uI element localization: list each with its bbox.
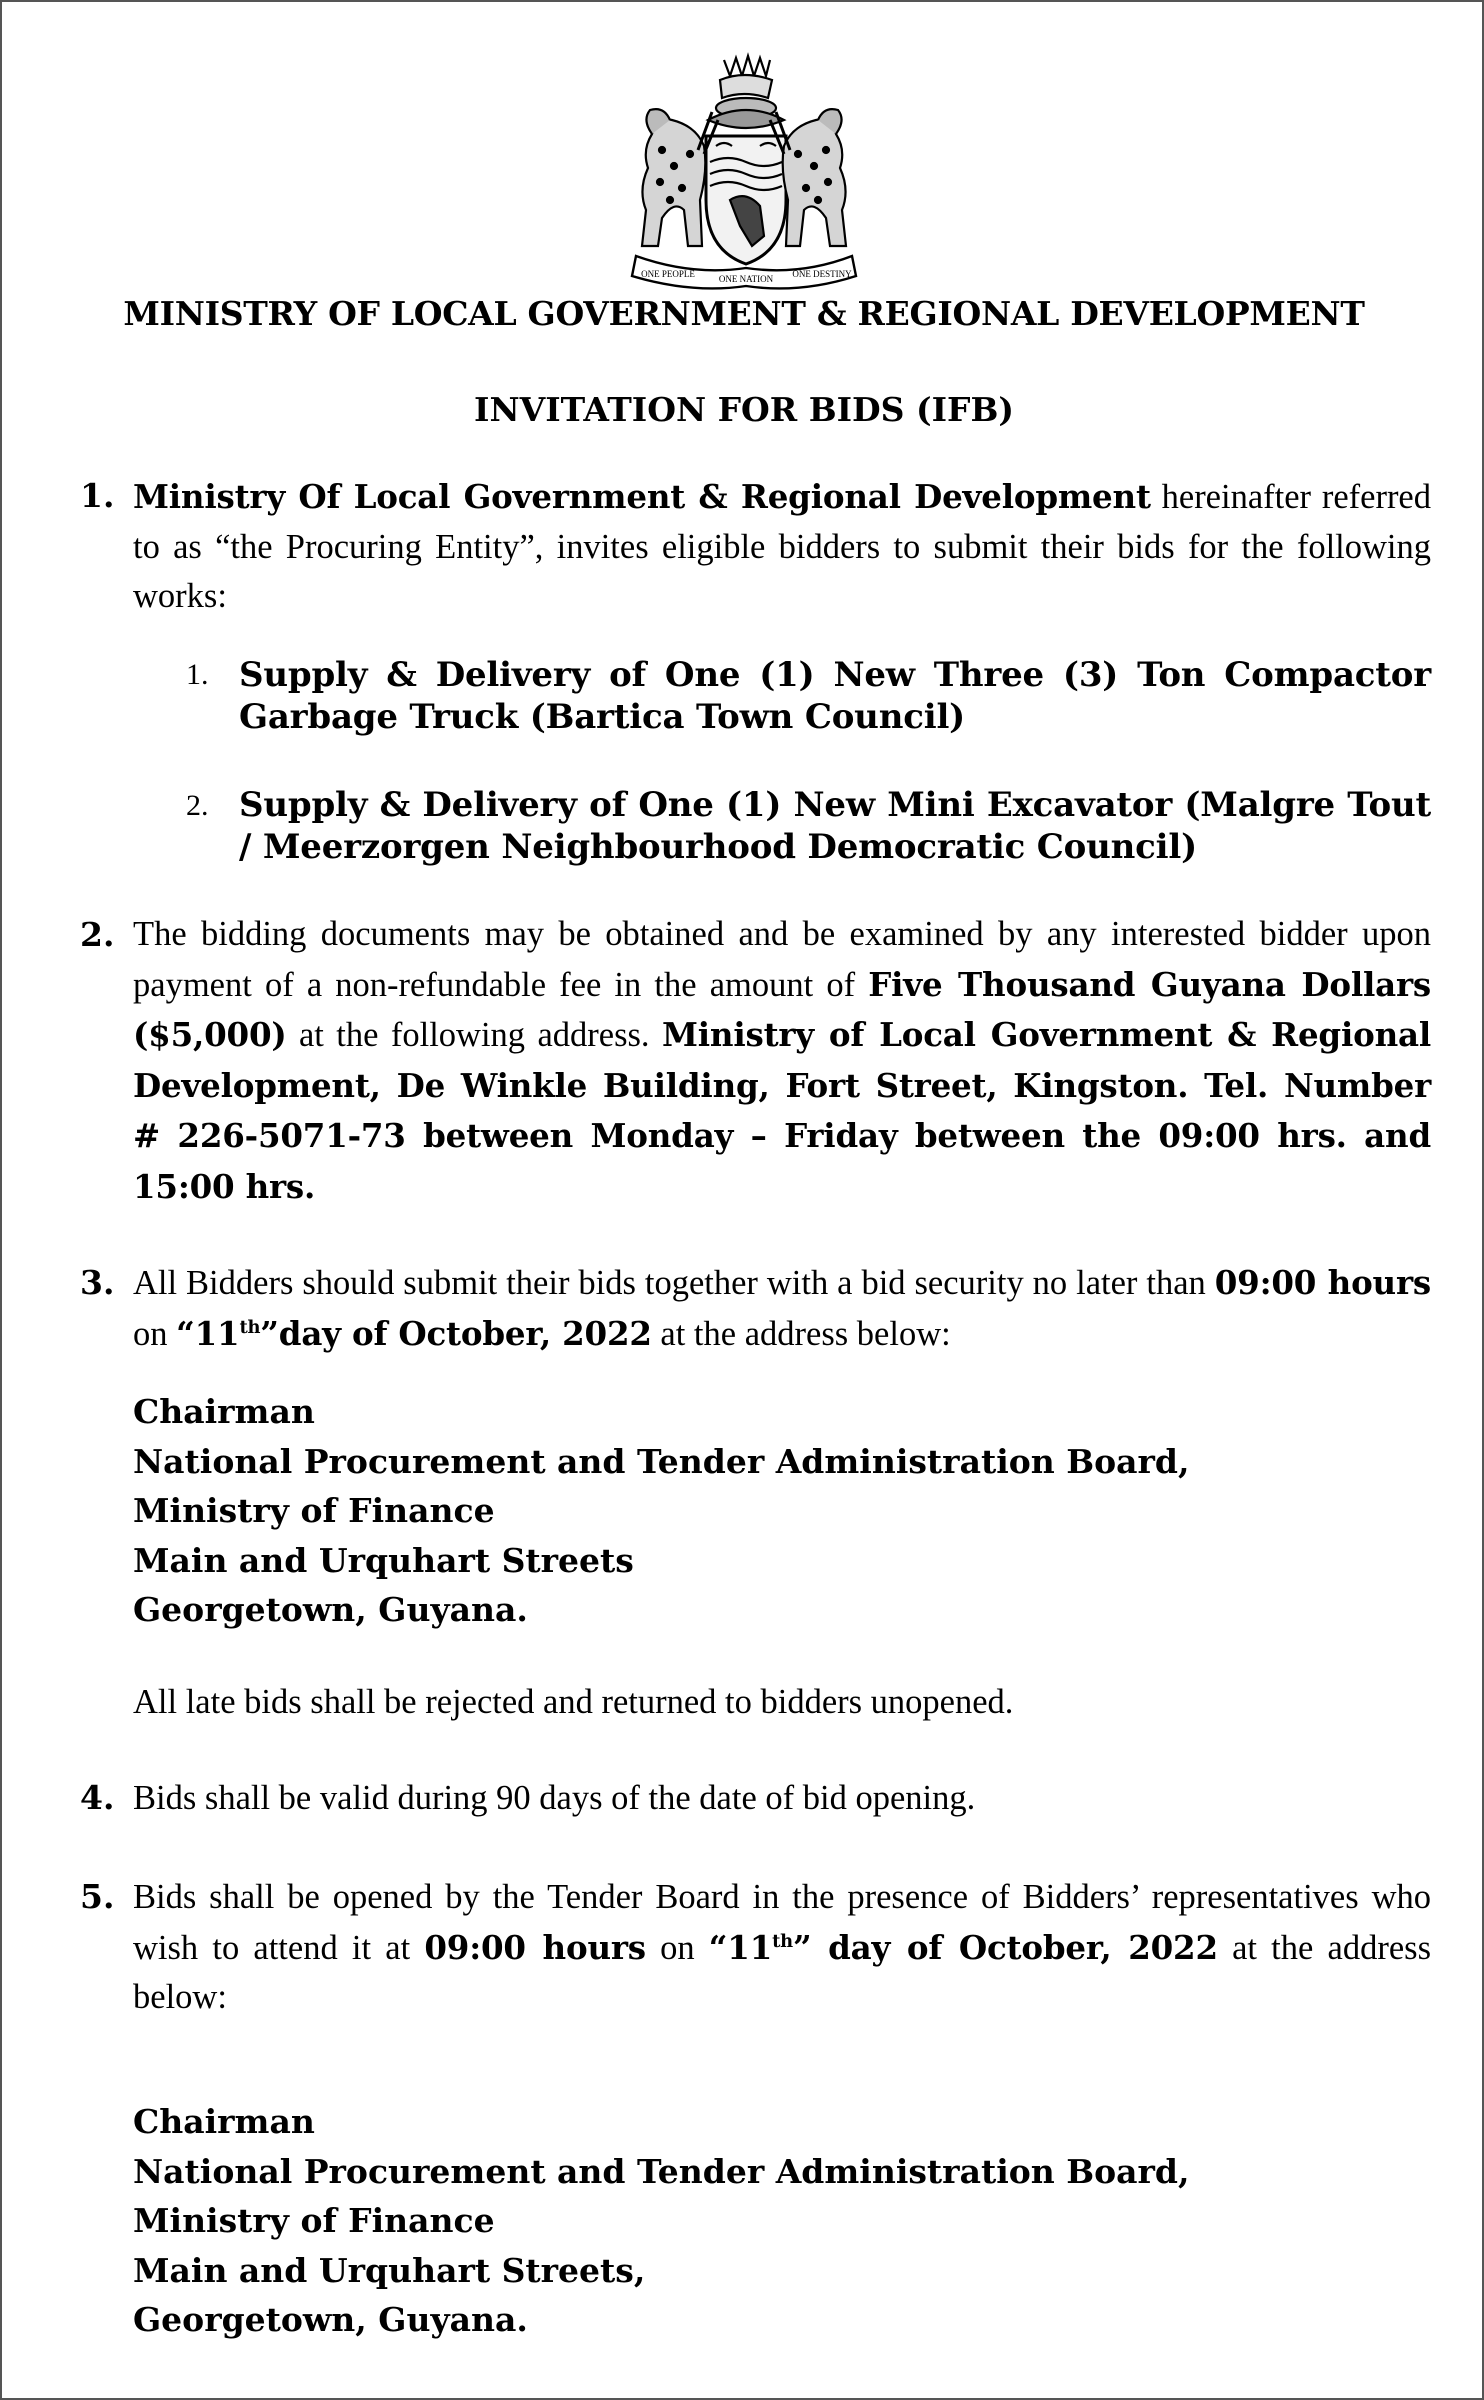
submission-date: “11th”day of October, 2022 bbox=[176, 1313, 652, 1353]
item-5-text-a: Bids shall be opened by the Tender Board in the presence of Bidders’ representatives who wish to attend it at bbox=[133, 1878, 1431, 1967]
work-2-text: Supply & Delivery of One (1) New Mini Excavator (Malgre Tout / Meerzorgen Neighbourhood Democratic Council) bbox=[239, 785, 1431, 867]
item-4-text: Bids shall be valid during 90 days of the date of bid opening. bbox=[133, 1779, 976, 1817]
opening-address bbox=[133, 2097, 1189, 2345]
item-2-number: 2. bbox=[80, 915, 115, 954]
address-line: Ministry of Finance bbox=[133, 1491, 495, 1530]
address-line: Georgetown, Guyana. bbox=[133, 1590, 528, 1629]
work-1-text: Supply & Delivery of One (1) New Three (3) Ton Compactor Garbage Truck (Bartica Town Council) bbox=[239, 655, 1431, 737]
address-line: Chairman bbox=[133, 1392, 315, 1431]
item-5-text-b: on bbox=[645, 1928, 709, 1967]
item-2-text-a: The bidding documents may be obtained and be examined by any interested bidder upon payment of a non-refundable fee in the amount of bbox=[133, 915, 1431, 1004]
work-2-number: 2. bbox=[186, 789, 209, 822]
item-5-paragraph bbox=[133, 1873, 1431, 2023]
late-bids-note: All late bids shall be rejected and returned to bidders unopened. bbox=[133, 1683, 1014, 1721]
motto-one-people: ONE PEOPLE bbox=[641, 269, 695, 279]
item-3-paragraph bbox=[133, 1258, 1431, 1359]
opening-time: 09:00 hours bbox=[424, 1927, 646, 1967]
opening-date: “11th” day of October, 2022 bbox=[708, 1927, 1218, 1967]
bid-document-fee: Five Thousand Guyana Dollars ($5,000) bbox=[133, 964, 1431, 1054]
item-3-text-b: on bbox=[133, 1314, 177, 1353]
procuring-entity-name: Ministry Of Local Government & Regional Development bbox=[133, 477, 1151, 516]
address-line: Main and Urquhart Streets bbox=[133, 1540, 634, 1580]
item-2-text-b: at the following address. bbox=[286, 1016, 662, 1054]
motto-one-destiny: ONE DESTINY bbox=[792, 269, 852, 279]
address-line: Chairman bbox=[133, 2102, 315, 2141]
item-5-number: 5. bbox=[80, 1877, 115, 1916]
item-1-paragraph bbox=[133, 472, 1431, 622]
item-3-number: 3. bbox=[80, 1263, 115, 1302]
submission-time: 09:00 hours bbox=[1214, 1263, 1432, 1302]
motto-one-nation: ONE NATION bbox=[718, 274, 774, 284]
work-1-number: 1. bbox=[186, 658, 209, 691]
address-line: Ministry of Finance bbox=[133, 2201, 495, 2240]
item-2-paragraph bbox=[133, 910, 1431, 1212]
address-line: Georgetown, Guyana. bbox=[133, 2300, 528, 2339]
item-5-text-c: at the address below: bbox=[133, 1928, 1431, 2016]
address-line: National Procurement and Tender Administration Board, bbox=[133, 1441, 1190, 1481]
ministry-heading: MINISTRY OF LOCAL GOVERNMENT & REGIONAL DEVELOPMENT bbox=[123, 294, 1365, 333]
item-1-number: 1. bbox=[80, 476, 115, 515]
document-title: INVITATION FOR BIDS (IFB) bbox=[474, 390, 1014, 429]
item-4-number: 4. bbox=[80, 1778, 115, 1817]
item-3-text-c: at the address below: bbox=[651, 1314, 951, 1353]
guyana-coat-of-arms-icon bbox=[612, 50, 876, 294]
ministry-address: Ministry of Local Government & Regional Development, De Winkle Building, Fort Street, Kingston. Tel. Number # 226-5071-73 between Monday – Friday between the 09:00 hrs. and 15:00 hrs. bbox=[133, 1015, 1431, 1206]
submission-address bbox=[133, 1387, 1189, 1635]
address-line: National Procurement and Tender Administration Board, bbox=[133, 2151, 1190, 2191]
address-line: Main and Urquhart Streets, bbox=[133, 2250, 646, 2290]
item-3-text-a: All Bidders should submit their bids together with a bid security no later than bbox=[133, 1264, 1215, 1302]
item-1-text: hereinafter referred to as “the Procuring Entity”, invites eligible bidders to submit their bids for the following works: bbox=[133, 478, 1431, 615]
